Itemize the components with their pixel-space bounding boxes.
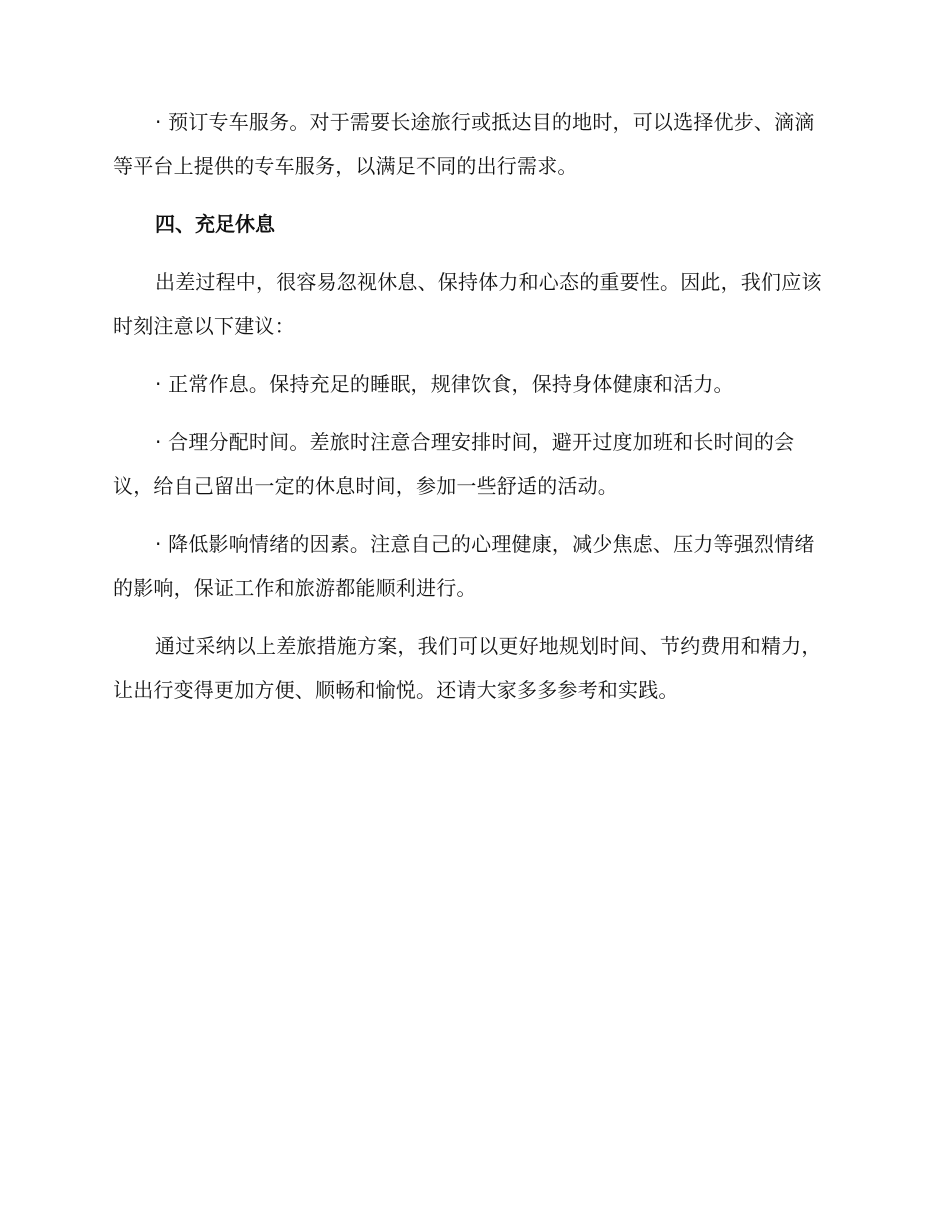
paragraph-rest-intro: 出差过程中，很容易忽视休息、保持体力和心态的重要性。因此，我们应该时刻注意以下建议： [113,270,822,338]
paragraph-conclusion: 通过采纳以上差旅措施方案，我们可以更好地规划时间、节约费用和精力，让出行变得更加方便、顺畅和愉悦。还请大家多多参考和实践。 [113,634,822,702]
paragraph-reduce-emotional-factors: · 降低影响情绪的因素。注意自己的心理健康，减少焦虑、压力等强烈情绪的影响，保证工作和旅游都能顺利进行。 [113,532,815,600]
section-heading-rest: 四、充足休息 [155,212,275,236]
paragraph-book-car-service: · 预订专车服务。对于需要长途旅行或抵达目的地时，可以选择优步、滴滴等平台上提供的专车服务，以满足不同的出行需求。 [113,110,815,178]
paragraph-time-allocation: · 合理分配时间。差旅时注意合理安排时间，避开过度加班和长时间的会议，给自己留出一定的休息时间，参加一些舒适的活动。 [113,430,795,498]
paragraph-regular-schedule: · 正常作息。保持充足的睡眠，规律饮食，保持身体健康和活力。 [155,372,734,396]
document-page [113,100,833,726]
